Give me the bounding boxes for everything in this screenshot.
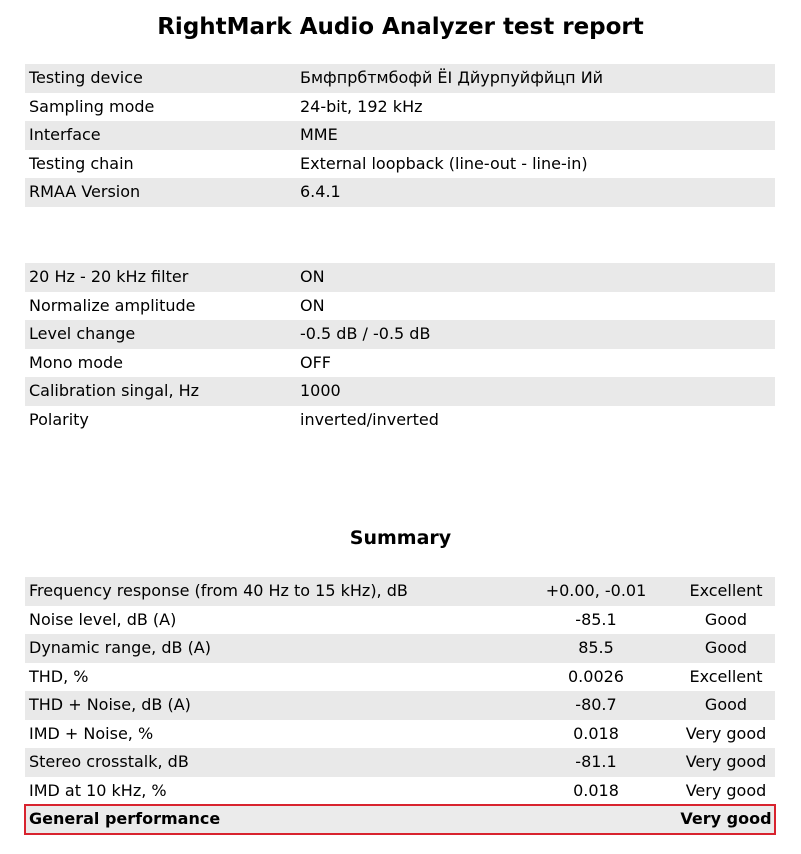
info-value: Бмфпрбтмбофй ЁI Дйурпуйфйцп Ий [296, 64, 775, 93]
table-row [25, 577, 775, 606]
settings-table [25, 263, 775, 434]
table-row [25, 292, 775, 321]
table-row [25, 320, 775, 349]
summary-value: 0.0026 [515, 663, 677, 692]
table-row [25, 121, 775, 150]
summary-label: Dynamic range, dB (A) [25, 634, 515, 663]
info-label: Testing device [25, 64, 296, 93]
setting-value: 1000 [296, 377, 775, 406]
table-row [25, 634, 775, 663]
setting-label: Polarity [25, 406, 296, 435]
table-row [25, 606, 775, 635]
summary-rating: Very good [677, 720, 775, 749]
info-label: Interface [25, 121, 296, 150]
info-value: MME [296, 121, 775, 150]
general-performance-label: General performance [25, 805, 515, 834]
info-value: External loopback (line-out - line-in) [296, 150, 775, 179]
report-title: RightMark Audio Analyzer test report [157, 14, 644, 40]
setting-value: -0.5 dB / -0.5 dB [296, 320, 775, 349]
summary-rating: Excellent [677, 663, 775, 692]
table-row [25, 178, 775, 207]
setting-label: Normalize amplitude [25, 292, 296, 321]
general-performance-rating: Very good [677, 805, 775, 834]
table-row [25, 93, 775, 122]
summary-title: Summary [349, 527, 452, 549]
summary-rating: Good [677, 691, 775, 720]
setting-label: Calibration singal, Hz [25, 377, 296, 406]
setting-value: OFF [296, 349, 775, 378]
summary-value: +0.00, -0.01 [515, 577, 677, 606]
summary-table [25, 577, 775, 834]
table-row [25, 748, 775, 777]
table-row [25, 720, 775, 749]
info-value: 6.4.1 [296, 178, 775, 207]
summary-rating: Excellent [677, 577, 775, 606]
setting-label: 20 Hz - 20 kHz filter [25, 263, 296, 292]
summary-label: IMD + Noise, % [25, 720, 515, 749]
summary-value: -85.1 [515, 606, 677, 635]
table-row [25, 663, 775, 692]
summary-rating: Good [677, 634, 775, 663]
table-row [25, 150, 775, 179]
summary-value: 0.018 [515, 777, 677, 806]
info-label: Testing chain [25, 150, 296, 179]
setting-value: inverted/inverted [296, 406, 775, 435]
general-performance-value [515, 805, 677, 834]
device-info-table [25, 64, 775, 207]
summary-value: 0.018 [515, 720, 677, 749]
table-row [25, 64, 775, 93]
table-row [25, 406, 775, 435]
summary-label: Frequency response (from 40 Hz to 15 kHz), dB [25, 577, 515, 606]
summary-value: 85.5 [515, 634, 677, 663]
summary-label: IMD at 10 kHz, % [25, 777, 515, 806]
summary-rating: Very good [677, 748, 775, 777]
setting-label: Level change [25, 320, 296, 349]
setting-label: Mono mode [25, 349, 296, 378]
info-label: Sampling mode [25, 93, 296, 122]
general-performance-row [25, 805, 775, 834]
table-row [25, 377, 775, 406]
setting-value: ON [296, 292, 775, 321]
summary-rating: Good [677, 606, 775, 635]
summary-rating: Very good [677, 777, 775, 806]
summary-label: THD, % [25, 663, 515, 692]
table-row [25, 349, 775, 378]
summary-label: Noise level, dB (A) [25, 606, 515, 635]
info-value: 24-bit, 192 kHz [296, 93, 775, 122]
table-row [25, 777, 775, 806]
summary-value: -80.7 [515, 691, 677, 720]
table-row [25, 263, 775, 292]
table-row [25, 691, 775, 720]
summary-label: Stereo crosstalk, dB [25, 748, 515, 777]
info-label: RMAA Version [25, 178, 296, 207]
summary-label: THD + Noise, dB (A) [25, 691, 515, 720]
setting-value: ON [296, 263, 775, 292]
summary-value: -81.1 [515, 748, 677, 777]
